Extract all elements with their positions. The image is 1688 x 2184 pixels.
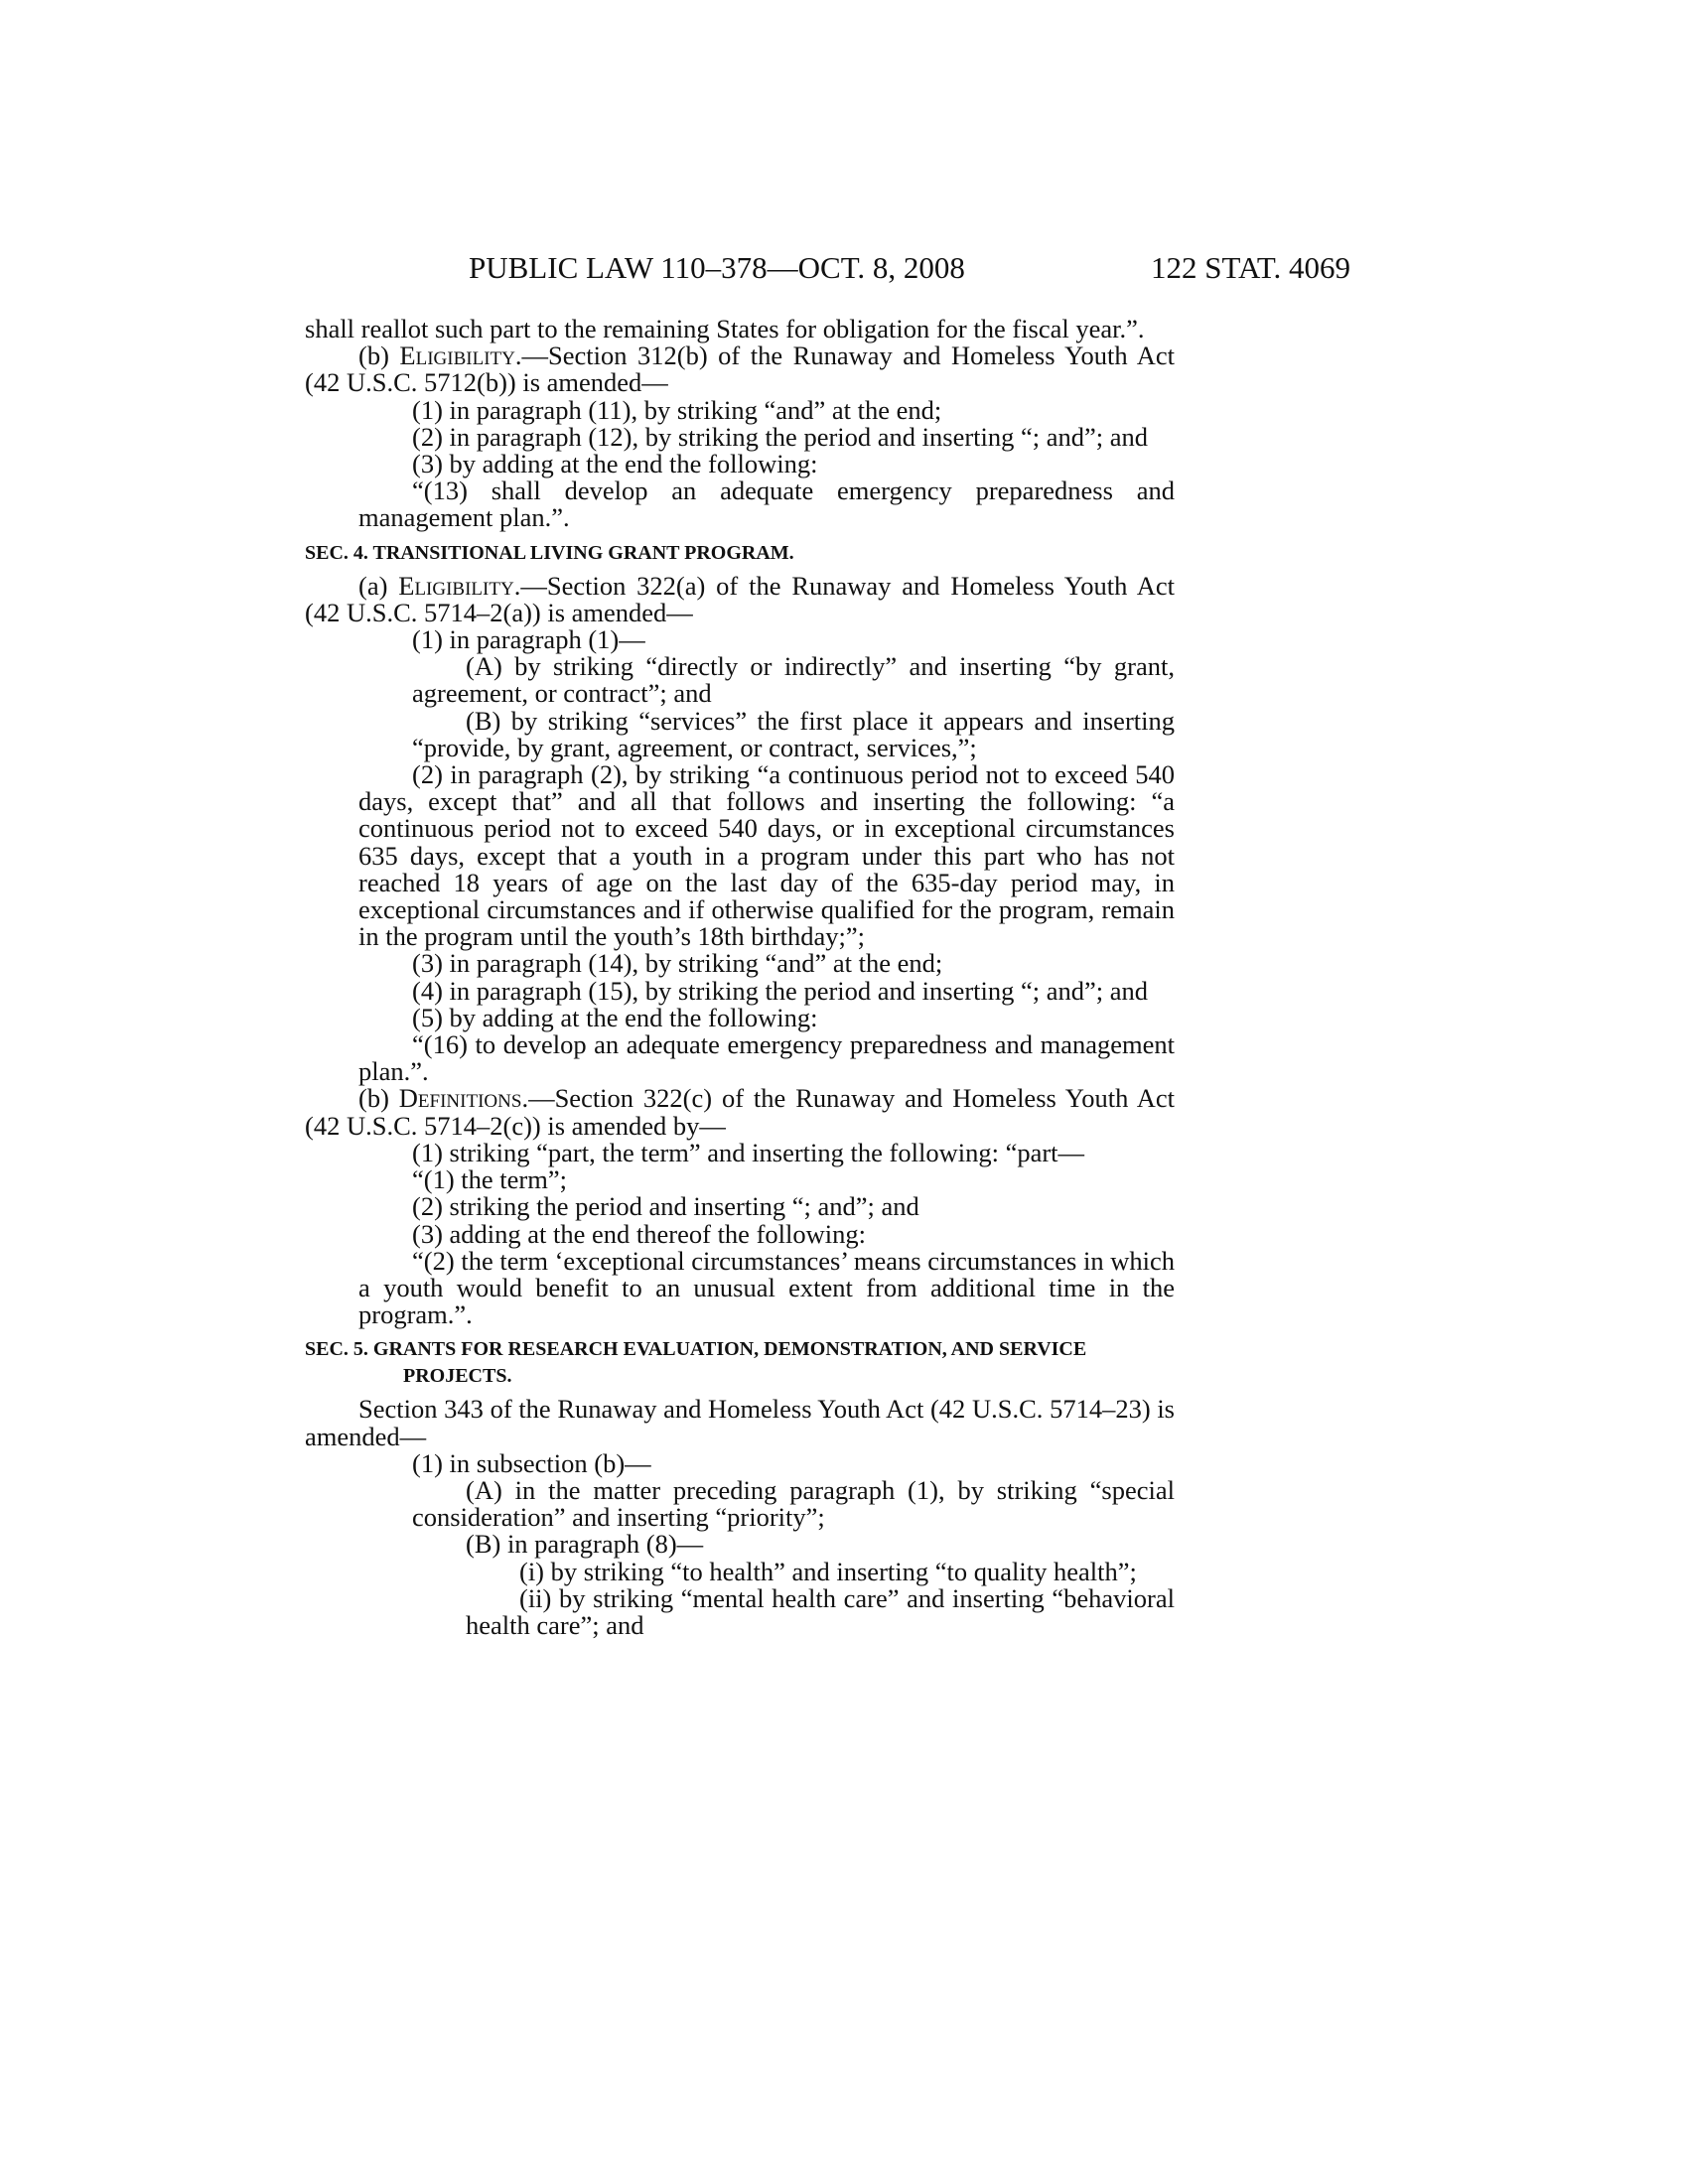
subsection-heading: Eligibility bbox=[398, 570, 514, 601]
page-number: 122 STAT. 4069 bbox=[1151, 250, 1351, 285]
amendment-subparagraph: (A) in the matter preceding paragraph (1), by striking “special consideration” and inserting “priority”; bbox=[412, 1474, 1175, 1533]
subsection-number: (b) bbox=[358, 341, 400, 371]
amendment-paragraph: (2) in paragraph (2), by striking “a continuous period not to exceed 540 days, except that” and all that follows and inserting the following: “a continuous period not to exceed 540 days, or in exceptional circumstances 635 days, except that a youth in a program under this part who has not reached 18 years of age on the last day of the 635-day period may, in exceptional circumstances and if otherwise qualified for the program, remain in the program until the youth’s 18th birthday;”; bbox=[358, 759, 1175, 952]
inserted-text-paragraph: “(1) the term”; bbox=[412, 1164, 567, 1195]
amendment-paragraph: (2) in paragraph (12), by striking the period and inserting “; and”; and bbox=[412, 421, 1149, 452]
amendment-clause: (ii) by striking “mental health care” and inserting “behavioral health care”; and bbox=[466, 1582, 1175, 1640]
subsection-text: .—Section 322(c) of the Runaway and Homeless Youth Act (42 U.S.C. 5714–2(c)) is amended by— bbox=[305, 1083, 1176, 1141]
amendment-subparagraph: (B) in paragraph (8)— bbox=[466, 1529, 704, 1560]
section-heading: SEC. 5. GRANTS FOR RESEARCH EVALUATION, DEMONSTRATION, AND SERVICE PROJECTS. bbox=[305, 1338, 1087, 1388]
amendment-paragraph: (3) in paragraph (14), by striking “and” at the end; bbox=[412, 948, 943, 979]
statute-text bbox=[305, 316, 1175, 1639]
inserted-text-paragraph: “(16) to develop an adequate emergency preparedness and management plan.”. bbox=[358, 1029, 1175, 1087]
amendment-paragraph: (3) adding at the end thereof the following: bbox=[412, 1218, 866, 1249]
subsection-heading: Eligibility bbox=[399, 341, 515, 371]
subsection-heading: Definitions bbox=[398, 1083, 522, 1114]
subsection-number: (a) bbox=[358, 570, 399, 601]
amendment-paragraph: (1) in paragraph (11), by striking “and” at the end; bbox=[412, 394, 942, 425]
running-head-title: PUBLIC LAW 110–378—OCT. 8, 2008 bbox=[469, 250, 965, 285]
amendment-subparagraph: (A) by striking “directly or indirectly” and inserting “by grant, agreement, or contract”; and bbox=[412, 651, 1175, 709]
amendment-clause: (i) by striking “to health” and inserting “to quality health”; bbox=[519, 1556, 1137, 1586]
subsection-text: .—Section 312(b) of the Runaway and Homeless Youth Act (42 U.S.C. 5712(b)) is amended— bbox=[305, 341, 1175, 398]
subsection-number: (b) bbox=[358, 1083, 399, 1114]
subsection-a-eligibility bbox=[305, 570, 1175, 627]
page-header bbox=[0, 248, 1688, 288]
continued-paragraph: shall reallot such part to the remaining States for obligation for the fiscal year.”. bbox=[305, 314, 1145, 343]
inserted-text-paragraph: “(2) the term ‘exceptional circumstances’ means circumstances in which a youth would benefit to an unusual extent from additional time in the program.”. bbox=[358, 1245, 1175, 1330]
amendment-paragraph: (3) by adding at the end the following: bbox=[412, 449, 818, 479]
amendment-paragraph: (1) in subsection (b)— bbox=[412, 1447, 651, 1478]
amendment-paragraph: (1) in paragraph (1)— bbox=[412, 624, 645, 655]
subsection-b-eligibility bbox=[305, 342, 1175, 396]
inserted-text-paragraph: “(13) shall develop an adequate emergency preparedness and management plan.”. bbox=[358, 476, 1175, 533]
subsection-text: .—Section 322(a) of the Runaway and Homeless Youth Act (42 U.S.C. 5714–2(a)) is amended— bbox=[305, 570, 1175, 627]
section-heading: SEC. 4. TRANSITIONAL LIVING GRANT PROGRAM. bbox=[305, 541, 794, 564]
section-text: Section 343 of the Runaway and Homeless Youth Act (42 U.S.C. 5714–23) is amended— bbox=[305, 1394, 1175, 1451]
amendment-subparagraph: (B) by striking “services” the first place it appears and inserting “provide, by grant, agreement, or contract, services,”; bbox=[412, 705, 1175, 762]
amendment-paragraph: (5) by adding at the end the following: bbox=[412, 1002, 818, 1032]
amendment-paragraph: (4) in paragraph (15), by striking the period and inserting “; and”; and bbox=[412, 975, 1149, 1006]
subsection-b-definitions bbox=[305, 1085, 1175, 1139]
amendment-paragraph: (2) striking the period and inserting “; and”; and bbox=[412, 1191, 919, 1222]
amendment-paragraph: (1) striking “part, the term” and inserting the following: “part— bbox=[412, 1137, 1085, 1167]
